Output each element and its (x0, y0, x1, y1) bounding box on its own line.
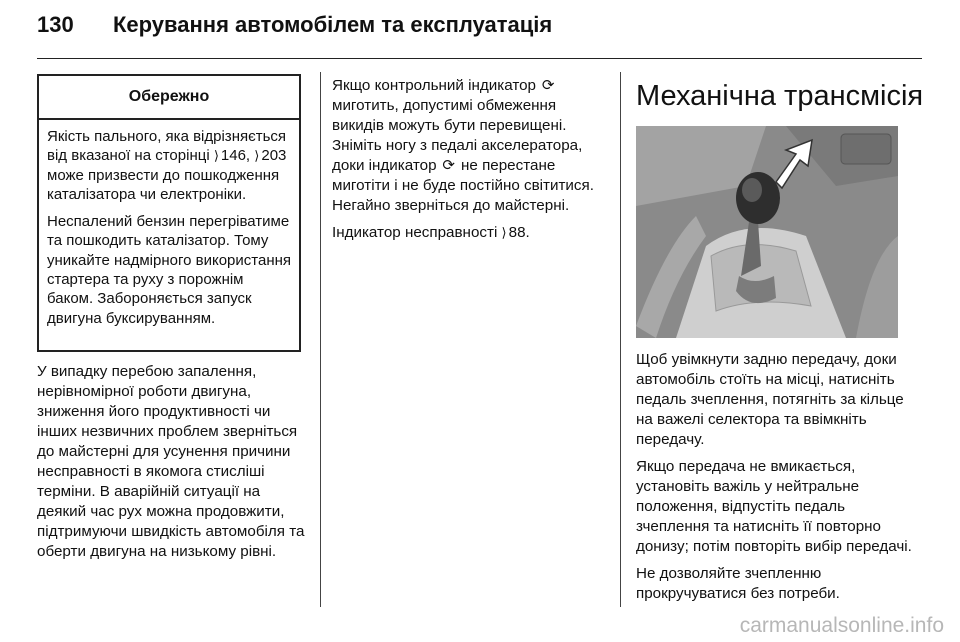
middle-text-1a: Якщо контрольний індикатор (332, 77, 536, 94)
caution-title: Обережно (39, 76, 299, 120)
chapter-title: Керування автомобілем та експлуатація (113, 12, 553, 37)
page-ref-icon: ⟩ (254, 148, 260, 164)
left-paragraph: У випадку перебою запалення, нерівномірної роботи двигуна, зниження його продуктивності чи інших незвичних проблем зверніться до майстерні для усунення причини несправності в якомога стисліші терміни. В аварійній ситуації на деякий час рух можна продовжити, підтримуючи швидкість автомобіля та оберти двигуна на низькому рівні. (37, 363, 305, 560)
middle-column (332, 76, 608, 250)
middle-text-1c: не перестане миготіти і не буде постійно світитися. Негайно зверніться до майстерні. (332, 157, 594, 214)
middle-paragraph-2 (332, 223, 608, 243)
right-paragraph-1: Щоб увімкнути задню передачу, доки автомобіль стоїть на місці, натисніть педаль зчеплення, потягніть за кільце на важелі селектора та ввімкніть передачу. (636, 351, 904, 448)
left-column (37, 362, 305, 569)
watermark: carmanualsonline.info (739, 614, 944, 637)
caution-ref-1[interactable]: 146, (220, 147, 251, 165)
page-ref-icon: ⟩ (213, 148, 219, 164)
page-ref-icon: ⟩ (501, 225, 507, 240)
caution-body (39, 120, 299, 328)
right-paragraph-2: Якщо передача не вмикається, установіть важіль у нейтральне положення, відпустіть педаль зчеплення та натисніть її повторно донизу; потім повторіть вибір передачі. (636, 458, 912, 555)
engine-indicator-icon: ⟳ (541, 77, 555, 94)
column-divider-2 (620, 72, 621, 607)
section-title: Механічна трансмісія (636, 80, 924, 112)
right-column (636, 350, 912, 611)
gear-lever-illustration (636, 126, 898, 338)
caution-ref-2[interactable]: 203 може призвести до пошкодження каталізатора чи електроніки. (47, 147, 287, 203)
engine-indicator-icon: ⟳ (442, 157, 456, 174)
caution-paragraph-1 (47, 127, 291, 204)
page-header (37, 12, 552, 38)
right-paragraph-3: Не дозволяйте зчепленню прокручуватися без потреби. (636, 565, 840, 602)
middle-paragraph-1 (332, 76, 608, 216)
gear-lever-drawing (636, 126, 898, 338)
middle-text-1b: миготить, допустимі обмеження викидів можуть бути перевищені. Зніміть ногу з педалі акселератора, доки індикатор (332, 97, 583, 174)
caution-paragraph-2: Неспалений бензин перегріватиме та пошкодить каталізатор. Тому уникайте надмірного використання стартера та руху з порожнім баком. Забороняється запуск двигуна буксируванням. (47, 213, 292, 327)
caution-box (37, 74, 301, 352)
header-rule (37, 58, 922, 59)
caution-text-1: Якість пального, яка відрізняється від вказаної на сторінці (47, 128, 287, 165)
middle-ref-2[interactable]: 88. (508, 224, 530, 241)
column-divider-1 (320, 72, 321, 607)
middle-text-2a: Індикатор несправності (332, 224, 498, 241)
page-number: 130 (37, 12, 74, 37)
